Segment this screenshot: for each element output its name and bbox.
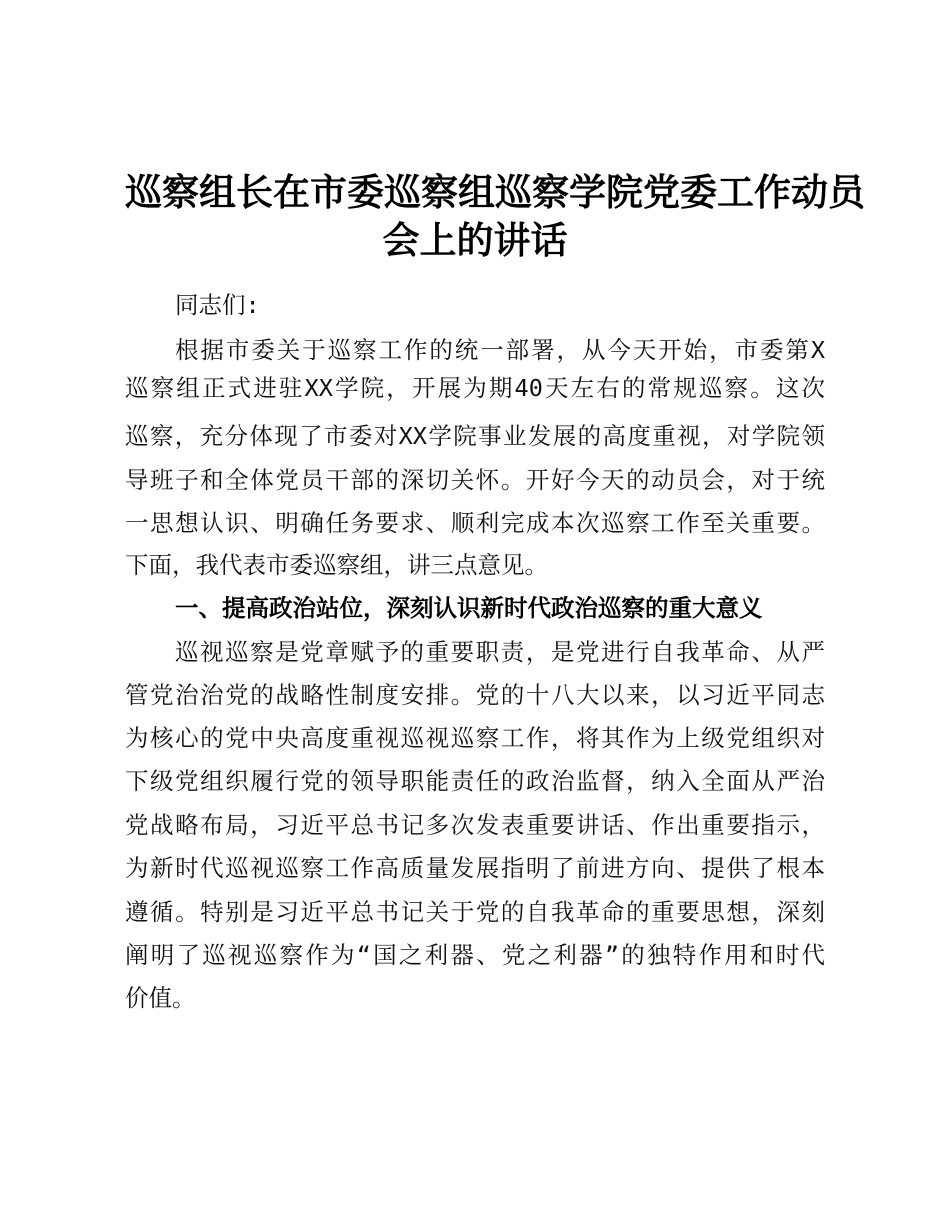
paragraph-2-line: 为核心的党中央高度重视巡视巡察工作，将其作为上级党组织对 bbox=[125, 724, 825, 752]
paragraph-1-line: 导班子和全体党员干部的深切关怀。开好今天的动员会，对于统 bbox=[125, 466, 825, 494]
paragraph-1-line: 一思想认识、明确任务要求、顺利完成本次巡察工作至关重要。 bbox=[125, 509, 825, 537]
paragraph-2-line: 阐明了巡视巡察作为“国之利器、党之利器”的独特作用和时代 bbox=[125, 941, 825, 969]
paragraph-1-line: 根据市委关于巡察工作的统一部署，从今天开始，市委第X bbox=[175, 336, 825, 364]
paragraph-1-line: 下面，我代表市委巡察组，讲三点意见。 bbox=[125, 551, 548, 579]
section-heading-1: 一、提高政治站位，深刻认识新时代政治巡察的重大意义 bbox=[175, 594, 763, 622]
paragraph-2-line: 管党治治党的战略性制度安排。党的十八大以来，以习近平同志 bbox=[125, 681, 825, 709]
paragraph-2-line: 为新时代巡视巡察工作高质量发展指明了前进方向、提供了根本 bbox=[125, 854, 825, 882]
paragraph-2-line: 价值。 bbox=[125, 984, 196, 1012]
paragraph-2-line: 党战略布局，习近平总书记多次发表重要讲话、作出重要指示， bbox=[125, 811, 825, 839]
paragraph-2-line: 下级党组织履行党的领导职能责任的政治监督，纳入全面从严治 bbox=[125, 767, 825, 795]
paragraph-1-line: 巡察组正式进驻XX学院，开展为期40天左右的常规巡察。这次 bbox=[125, 374, 825, 402]
paragraph-1-line: 巡察，充分体现了市委对XX学院事业发展的高度重视，对学院领 bbox=[125, 422, 825, 450]
salutation: 同志们: bbox=[175, 291, 260, 319]
document-title-line-1: 巡察组长在市委巡察组巡察学院党委工作动员 bbox=[125, 170, 865, 214]
paragraph-2-line: 遵循。特别是习近平总书记关于党的自我革命的重要思想，深刻 bbox=[125, 898, 825, 926]
document-title-line-2: 会上的讲话 bbox=[382, 218, 568, 262]
paragraph-2-line: 巡视巡察是党章赋予的重要职责，是党进行自我革命、从严 bbox=[175, 638, 825, 666]
